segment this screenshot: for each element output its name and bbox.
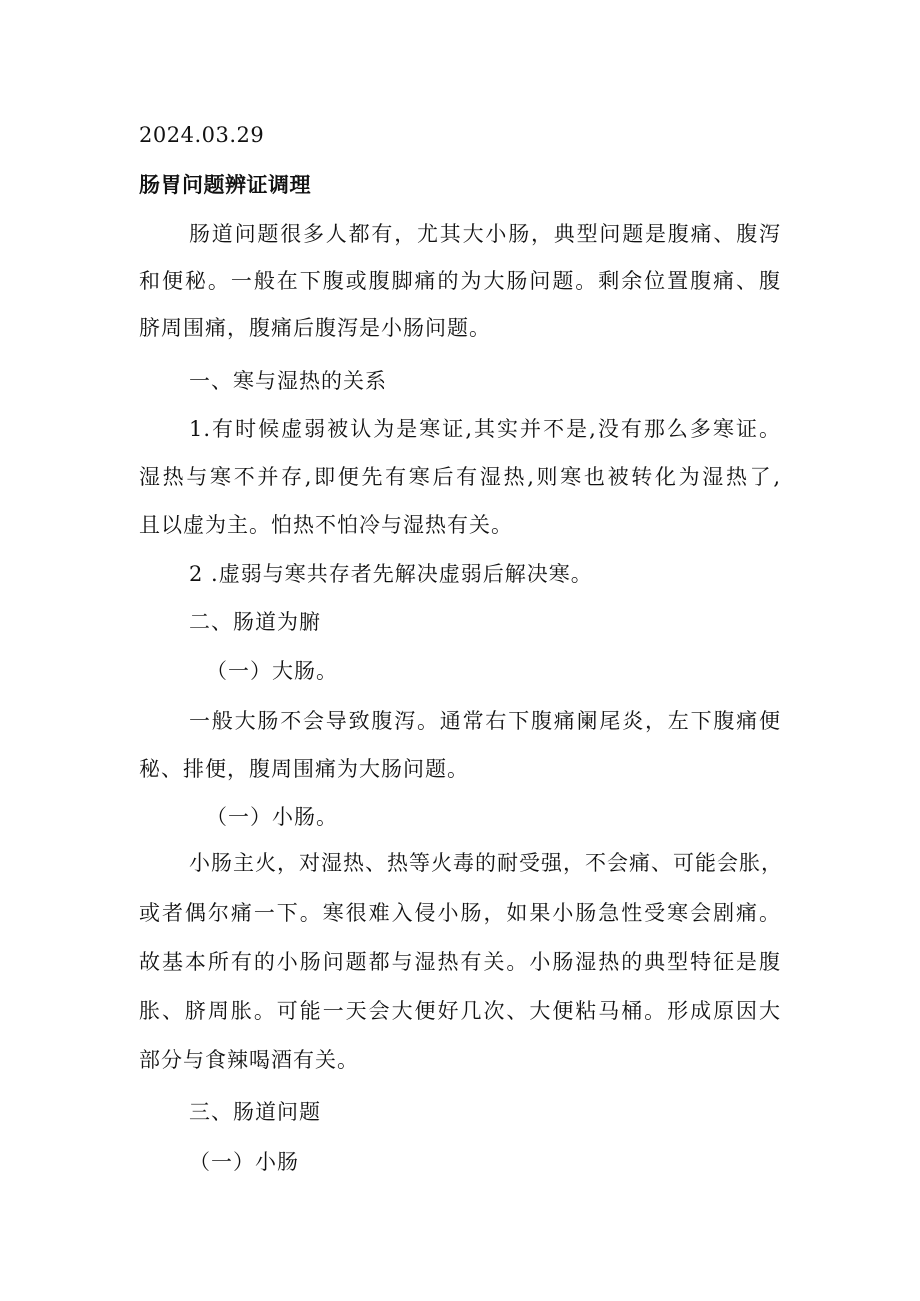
intro-line-2: 和便秘。一般在下腹或腹脚痛的为大肠问题。剩余位置腹痛、腹 <box>139 269 781 293</box>
intro-line-1: 肠道问题很多人都有，尤其大小肠，典型问题是腹痛、腹泻 <box>189 222 781 246</box>
small-intestine-line-2: 或者偶尔痛一下。寒很难入侵小肠，如果小肠急性受寒会剧痛。 <box>139 901 781 925</box>
document-date: 2024.03.29 <box>139 123 265 147</box>
small-intestine-line-5: 部分与食辣喝酒有关。 <box>139 1048 359 1072</box>
section-2-heading: 二、肠道为腑 <box>189 610 321 634</box>
large-intestine-line-1: 一般大肠不会导致腹泻。通常右下腹痛阑尾炎，左下腹痛便 <box>189 709 781 733</box>
section-1-item-2: 2 .虚弱与寒共存者先解决虚弱后解决寒。 <box>189 562 593 586</box>
section-1-item-1-line-1: 1.有时候虚弱被认为是寒证,其实并不是,没有那么多寒证。 <box>189 417 781 441</box>
section-1-heading: 一、寒与湿热的关系 <box>189 369 387 393</box>
section-1-item-1-line-3: 且以虚为主。怕热不怕冷与湿热有关。 <box>139 513 513 537</box>
large-intestine-heading: （一）大肠。 <box>206 659 338 683</box>
section-3-sub-1: （一）小肠 <box>189 1150 299 1174</box>
small-intestine-line-3: 故基本所有的小肠问题都与湿热有关。小肠湿热的典型特征是腹 <box>139 950 781 974</box>
small-intestine-line-4: 胀、脐周胀。可能一天会大便好几次、大便粘马桶。形成原因大 <box>139 999 781 1023</box>
intro-line-3: 脐周围痛，腹痛后腹泻是小肠问题。 <box>139 316 491 340</box>
large-intestine-line-2: 秘、排便，腹周围痛为大肠问题。 <box>139 757 469 781</box>
section-3-heading: 三、肠道问题 <box>189 1100 321 1124</box>
document-title: 肠胃问题辨证调理 <box>139 172 311 197</box>
section-1-item-1-line-2: 湿热与寒不并存,即便先有寒后有湿热,则寒也被转化为湿热了, <box>139 465 781 489</box>
small-intestine-line-1: 小肠主火，对湿热、热等火毒的耐受强，不会痛、可能会胀， <box>189 851 783 875</box>
small-intestine-heading: （一）小肠。 <box>206 805 338 829</box>
